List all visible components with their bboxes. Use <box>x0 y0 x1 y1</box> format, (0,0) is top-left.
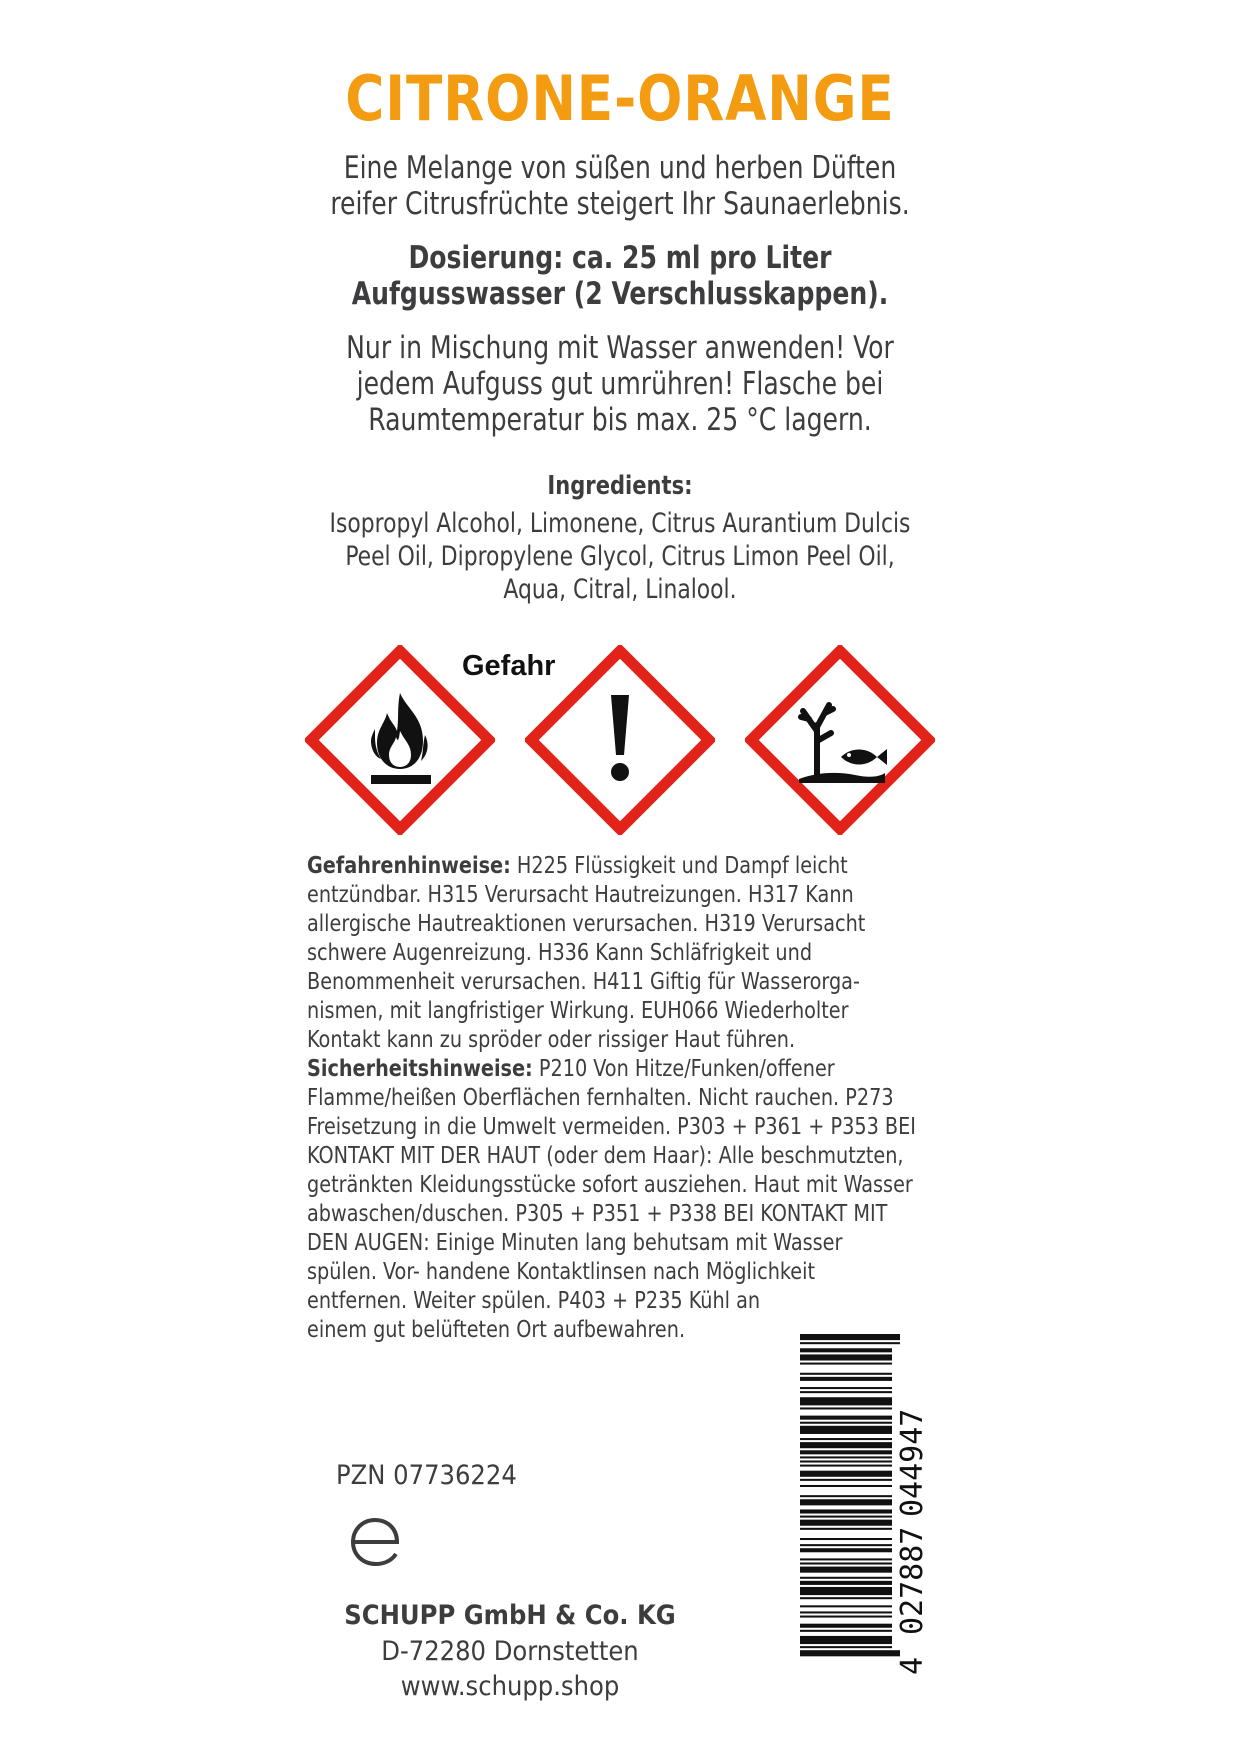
barcode-bar <box>800 1616 892 1618</box>
barcode-bar <box>800 1509 892 1513</box>
hazard-statements <box>307 852 926 1055</box>
hazard-line: entzündbar. H315 Verursacht Hautreizungen. H317 Kann <box>307 882 854 908</box>
precaution-line: abwaschen/duschen. P305 + P351 + P338 BEI KONTAKT MIT <box>307 1201 888 1227</box>
barcode-bar <box>800 1334 900 1340</box>
dosage <box>287 240 953 312</box>
product-title: CITRONE-ORANGE <box>345 62 895 135</box>
barcode-bar <box>800 1624 892 1628</box>
exclamation-icon <box>525 645 715 835</box>
barcode-bar <box>800 1597 892 1599</box>
company-address: D-72280 Dornstetten <box>381 1636 639 1667</box>
barcode-bar <box>800 1377 892 1381</box>
pzn-number: PZN 07736224 <box>336 1460 517 1491</box>
barcode-bar <box>800 1544 892 1546</box>
barcode-bar <box>800 1387 892 1389</box>
precaution-line: einem gut belüfteten Ort aufbewahren. <box>307 1317 686 1343</box>
barcode-bar <box>800 1471 892 1477</box>
hazard-line: nismen, mit langfristiger Wirkung. EUH066 Wiederholter <box>307 998 849 1024</box>
barcode-bar <box>800 1548 892 1552</box>
ingredients-line: Isopropyl Alcohol, Limonene, Citrus Aurantium Dulcis <box>329 508 911 539</box>
precaution-line: DEN AUGEN: Einige Minuten lang behutsam mit Wasser <box>307 1230 843 1256</box>
barcode-bars <box>800 1334 900 1656</box>
barcode-bar <box>800 1538 892 1540</box>
precaution-line: getränkten Kleidungsstücke sofort ausziehen. Haut mit Wasser <box>307 1172 913 1198</box>
hazard-line: H225 Flüssigkeit und Dampf leicht <box>510 853 848 879</box>
barcode-digits-group2: 044947 <box>895 1408 930 1517</box>
barcode-bar <box>800 1373 892 1375</box>
barcode-bar <box>800 1426 892 1434</box>
description <box>287 150 953 222</box>
hazard-label: Gefahrenhinweise: <box>307 853 511 879</box>
barcode-bar <box>800 1342 900 1344</box>
ingredients-line: Aqua, Citral, Linalool. <box>503 574 737 605</box>
usage-line: Raumtemperatur bis max. 25 °C lagern. <box>368 402 872 438</box>
hazard-line: allergische Hautreaktionen verursachen. H319 Verursacht <box>307 911 866 937</box>
barcode-bar <box>800 1520 892 1526</box>
barcode-bar <box>800 1397 892 1405</box>
barcode <box>800 1330 930 1680</box>
barcode-bar <box>800 1646 892 1648</box>
barcode-bar <box>800 1416 892 1420</box>
barcode-bar <box>800 1456 892 1458</box>
description-line: Eine Melange von süßen und herben Düften <box>343 150 897 186</box>
barcode-bar <box>800 1495 892 1497</box>
precaution-line: spülen. Vor- handene Kontaktlinsen nach Möglichkeit <box>307 1259 816 1285</box>
barcode-bar <box>800 1442 892 1448</box>
company-name: SCHUPP GmbH & Co. KG <box>344 1600 676 1631</box>
precaution-line: Flamme/heißen Oberflächen fernhalten. Nicht rauchen. P273 <box>307 1085 894 1111</box>
barcode-bar <box>800 1516 892 1518</box>
barcode-bar <box>800 1460 892 1462</box>
barcode-bar <box>800 1611 892 1613</box>
barcode-bar <box>800 1465 892 1467</box>
description-line: reifer Citrusfrüchte steigert Ihr Saunaerlebnis. <box>330 186 910 222</box>
precautionary-statements <box>307 1055 926 1345</box>
barcode-bar <box>800 1450 892 1454</box>
barcode-digits-group1: 027887 <box>895 1526 930 1635</box>
precaution-line: entfernen. Weiter spülen. P403 + P235 Kühl an <box>307 1288 761 1314</box>
precaution-line: Freisetzung in die Umwelt vermeiden. P303 + P361 + P353 BEI <box>307 1114 916 1140</box>
hazard-line: schwere Augenreizung. H336 Kann Schläfrigkeit und <box>307 940 813 966</box>
hazard-line: Kontakt kann zu spröder oder rissiger Haut führen. <box>307 1027 796 1053</box>
signal-word: Gefahr <box>462 650 556 682</box>
precaution-line: P210 Von Hitze/Funken/offener <box>532 1056 835 1082</box>
usage-line: jedem Aufguss gut umrühren! Flasche bei <box>356 366 884 402</box>
barcode-bar <box>800 1485 892 1487</box>
barcode-bar <box>800 1630 892 1632</box>
barcode-bar <box>800 1391 892 1393</box>
precaution-label: Sicherheitshinweise: <box>307 1056 533 1082</box>
hazard-line: Benommenheit verursachen. H411 Giftig für Wasserorga- <box>307 969 860 995</box>
barcode-bar <box>800 1581 892 1585</box>
barcode-bar <box>800 1562 892 1564</box>
barcode-bar <box>800 1348 892 1352</box>
barcode-bar <box>800 1363 892 1365</box>
usage-instructions <box>287 330 953 438</box>
barcode-bar <box>800 1567 892 1573</box>
flame-icon <box>305 645 495 835</box>
barcode-bar <box>800 1587 892 1595</box>
usage-line: Nur in Mischung mit Wasser anwenden! Vor <box>346 330 894 366</box>
ingredients <box>296 470 944 606</box>
precaution-line: KONTAKT MIT DER HAUT (oder dem Haar): Alle beschmutzten, <box>307 1143 904 1169</box>
barcode-digit-first: 4 <box>895 1656 930 1675</box>
dosage-line: Dosierung: ca. 25 ml pro Liter <box>408 240 832 276</box>
environment-icon <box>745 645 935 835</box>
company-website: www.schupp.shop <box>400 1671 620 1702</box>
ingredients-line: Peel Oil, Dipropylene Glycol, Citrus Limon Peel Oil, <box>345 541 895 572</box>
manufacturer <box>340 1597 680 1704</box>
dosage-line: Aufgusswasser (2 Verschlusskappen). <box>351 276 889 312</box>
barcode-bar <box>800 1438 892 1440</box>
barcode-bar <box>800 1577 892 1579</box>
barcode-bar <box>800 1422 892 1424</box>
barcode-bar <box>800 1499 892 1505</box>
barcode-bar <box>800 1650 900 1656</box>
barcode-bar <box>800 1479 892 1481</box>
barcode-bar <box>800 1636 892 1644</box>
barcode-bar <box>800 1407 892 1409</box>
ingredients-heading: Ingredients: <box>547 471 693 501</box>
e-mark-icon <box>345 1512 405 1572</box>
barcode-bar <box>800 1354 892 1360</box>
barcode-bar <box>800 1605 892 1607</box>
barcode-bar <box>800 1528 892 1530</box>
barcode-bar <box>800 1558 892 1560</box>
